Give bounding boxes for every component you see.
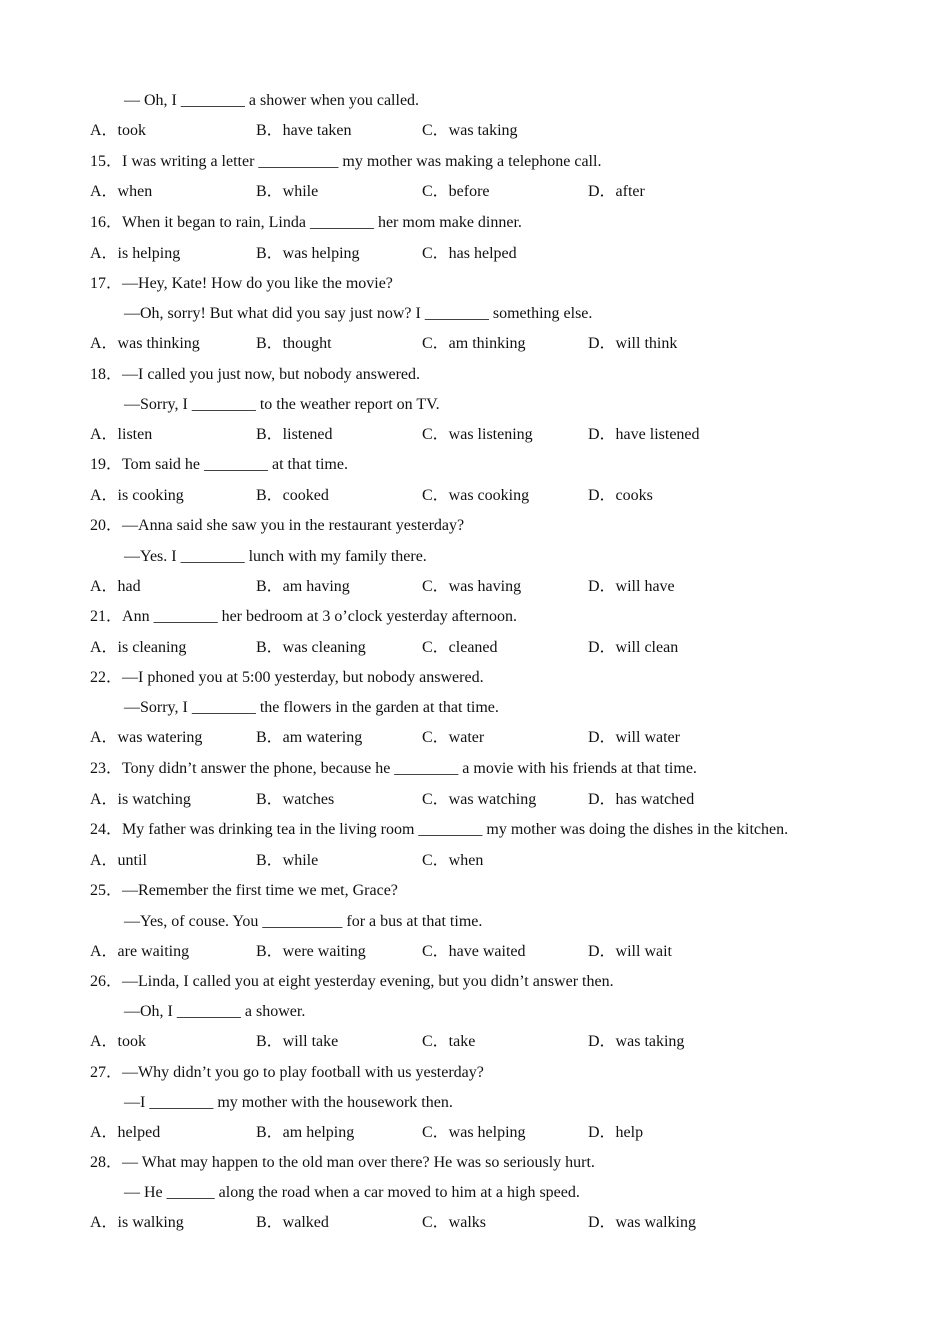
option-d: D．cooks (588, 487, 653, 504)
option-c: C．was listening (422, 426, 533, 443)
answer-options (90, 851, 890, 871)
question-text: Tony didn’t answer the phone, because he ________ a movie with his friends at that time. (122, 760, 697, 777)
question-line (90, 1063, 484, 1083)
option-c: C．has helped (422, 245, 517, 262)
question-line (90, 820, 788, 840)
question-number: 18． (90, 366, 123, 383)
question-text: — What may happen to the old man over there? He was so seriously hurt. (122, 1154, 595, 1171)
answer-options (90, 334, 890, 354)
option-c: C．take (422, 1033, 476, 1050)
question-text: Ann ________ her bedroom at 3 o’clock yesterday afternoon. (122, 608, 518, 625)
question-text: —Anna said she saw you in the restaurant yesterday? (122, 517, 465, 534)
option-d: D．will clean (588, 639, 679, 656)
option-d: D．have listened (588, 426, 700, 443)
option-a: A．helped (90, 1124, 161, 1141)
dialogue-line: — Oh, I ________ a shower when you called. (124, 92, 420, 109)
answer-options (90, 638, 890, 658)
question-number: 25． (90, 882, 123, 899)
answer-options (90, 486, 890, 506)
option-b: B．have taken (256, 122, 352, 139)
option-a: A．took (90, 1033, 147, 1050)
option-b: B．while (256, 183, 319, 200)
question-line (90, 516, 464, 536)
option-c: C．was watching (422, 791, 537, 808)
option-c: C．was cooking (422, 487, 530, 504)
option-c: C．water (422, 729, 485, 746)
option-c: C．was having (422, 578, 522, 595)
option-b: B．was cleaning (256, 639, 366, 656)
option-a: A．was watering (90, 729, 203, 746)
option-b: B．cooked (256, 487, 329, 504)
option-a: A．was thinking (90, 335, 200, 352)
option-c: C．cleaned (422, 639, 498, 656)
option-d: D．will have (588, 578, 675, 595)
question-text: —Why didn’t you go to play football with us yesterday? (122, 1064, 484, 1081)
dialogue-line: —Yes. I ________ lunch with my family there. (124, 548, 427, 565)
option-c: C．before (422, 183, 490, 200)
question-line (90, 274, 393, 294)
option-b: B．watches (256, 791, 335, 808)
question-number: 27． (90, 1064, 123, 1081)
answer-options (90, 577, 890, 597)
option-c: C．was taking (422, 122, 518, 139)
question-line (90, 972, 614, 992)
question-text: —Hey, Kate! How do you like the movie? (122, 275, 393, 292)
question-number: 20． (90, 517, 123, 534)
question-number: 28． (90, 1154, 123, 1171)
option-d: D．after (588, 183, 645, 200)
question-number: 23． (90, 760, 123, 777)
question-text: —Linda, I called you at eight yesterday evening, but you didn’t answer then. (122, 973, 614, 990)
answer-options (90, 1213, 890, 1233)
answer-options (90, 1123, 890, 1143)
answer-options (90, 244, 890, 264)
option-b: B．will take (256, 1033, 339, 1050)
dialogue-line: —Sorry, I ________ to the weather report on TV. (124, 396, 440, 413)
option-a: A．listen (90, 426, 153, 443)
question-number: 19． (90, 456, 123, 473)
option-a: A．is helping (90, 245, 181, 262)
option-c: C．am thinking (422, 335, 526, 352)
question-number: 24． (90, 821, 123, 838)
question-number: 22． (90, 669, 123, 686)
option-b: B．thought (256, 335, 332, 352)
option-d: D．will water (588, 729, 680, 746)
option-b: B．while (256, 852, 319, 869)
question-line (90, 881, 398, 901)
option-d: D．was taking (588, 1033, 685, 1050)
question-line (90, 213, 522, 233)
option-a: A．took (90, 122, 147, 139)
question-text: My father was drinking tea in the living room ________ my mother was doing the dishes in the kitchen. (122, 821, 789, 838)
dialogue-line: — He ______ along the road when a car moved to him at a high speed. (124, 1184, 580, 1201)
option-a: A．is walking (90, 1214, 184, 1231)
question-number: 17． (90, 275, 123, 292)
option-a: A．is cleaning (90, 639, 187, 656)
question-number: 15． (90, 153, 123, 170)
question-line (90, 607, 517, 627)
option-d: D．was walking (588, 1214, 696, 1231)
question-text: —I phoned you at 5:00 yesterday, but nobody answered. (122, 669, 484, 686)
question-number: 21． (90, 608, 123, 625)
answer-options (90, 790, 890, 810)
option-b: B．listened (256, 426, 333, 443)
option-a: A．are waiting (90, 943, 190, 960)
question-line (90, 1153, 595, 1173)
dialogue-line: —Yes, of couse. You __________ for a bus at that time. (124, 913, 483, 930)
answer-options (90, 942, 890, 962)
question-text: —Remember the first time we met, Grace? (122, 882, 398, 899)
option-c: C．when (422, 852, 484, 869)
option-b: B．was helping (256, 245, 360, 262)
option-a: A．until (90, 852, 147, 869)
option-a: A．had (90, 578, 141, 595)
question-text: —I called you just now, but nobody answered. (122, 366, 421, 383)
option-b: B．am having (256, 578, 350, 595)
option-d: D．help (588, 1124, 644, 1141)
question-text: I was writing a letter __________ my mother was making a telephone call. (122, 153, 602, 170)
option-b: B．were waiting (256, 943, 366, 960)
question-line (90, 365, 420, 385)
option-a: A．is cooking (90, 487, 184, 504)
answer-options (90, 728, 890, 748)
question-line (90, 759, 697, 779)
question-number: 16． (90, 214, 123, 231)
option-d: D．has watched (588, 791, 695, 808)
question-number: 26． (90, 973, 123, 990)
answer-options (90, 425, 890, 445)
option-a: A．is watching (90, 791, 191, 808)
dialogue-line: —Oh, I ________ a shower. (124, 1003, 306, 1020)
question-line (90, 152, 601, 172)
dialogue-line: —Sorry, I ________ the flowers in the garden at that time. (124, 699, 499, 716)
question-text: When it began to rain, Linda ________ her mom make dinner. (122, 214, 522, 231)
question-line (90, 668, 484, 688)
option-b: B．am watering (256, 729, 363, 746)
option-b: B．am helping (256, 1124, 355, 1141)
option-d: D．will wait (588, 943, 672, 960)
option-a: A．when (90, 183, 153, 200)
option-c: C．walks (422, 1214, 487, 1231)
question-text: Tom said he ________ at that time. (122, 456, 348, 473)
dialogue-line: —Oh, sorry! But what did you say just now? I ________ something else. (124, 305, 593, 322)
answer-options (90, 182, 890, 202)
answer-options (90, 1032, 890, 1052)
answer-options (90, 121, 890, 141)
option-c: C．have waited (422, 943, 526, 960)
option-d: D．will think (588, 335, 678, 352)
question-line (90, 455, 348, 475)
option-c: C．was helping (422, 1124, 526, 1141)
option-b: B．walked (256, 1214, 329, 1231)
dialogue-line: —I ________ my mother with the housework then. (124, 1094, 453, 1111)
